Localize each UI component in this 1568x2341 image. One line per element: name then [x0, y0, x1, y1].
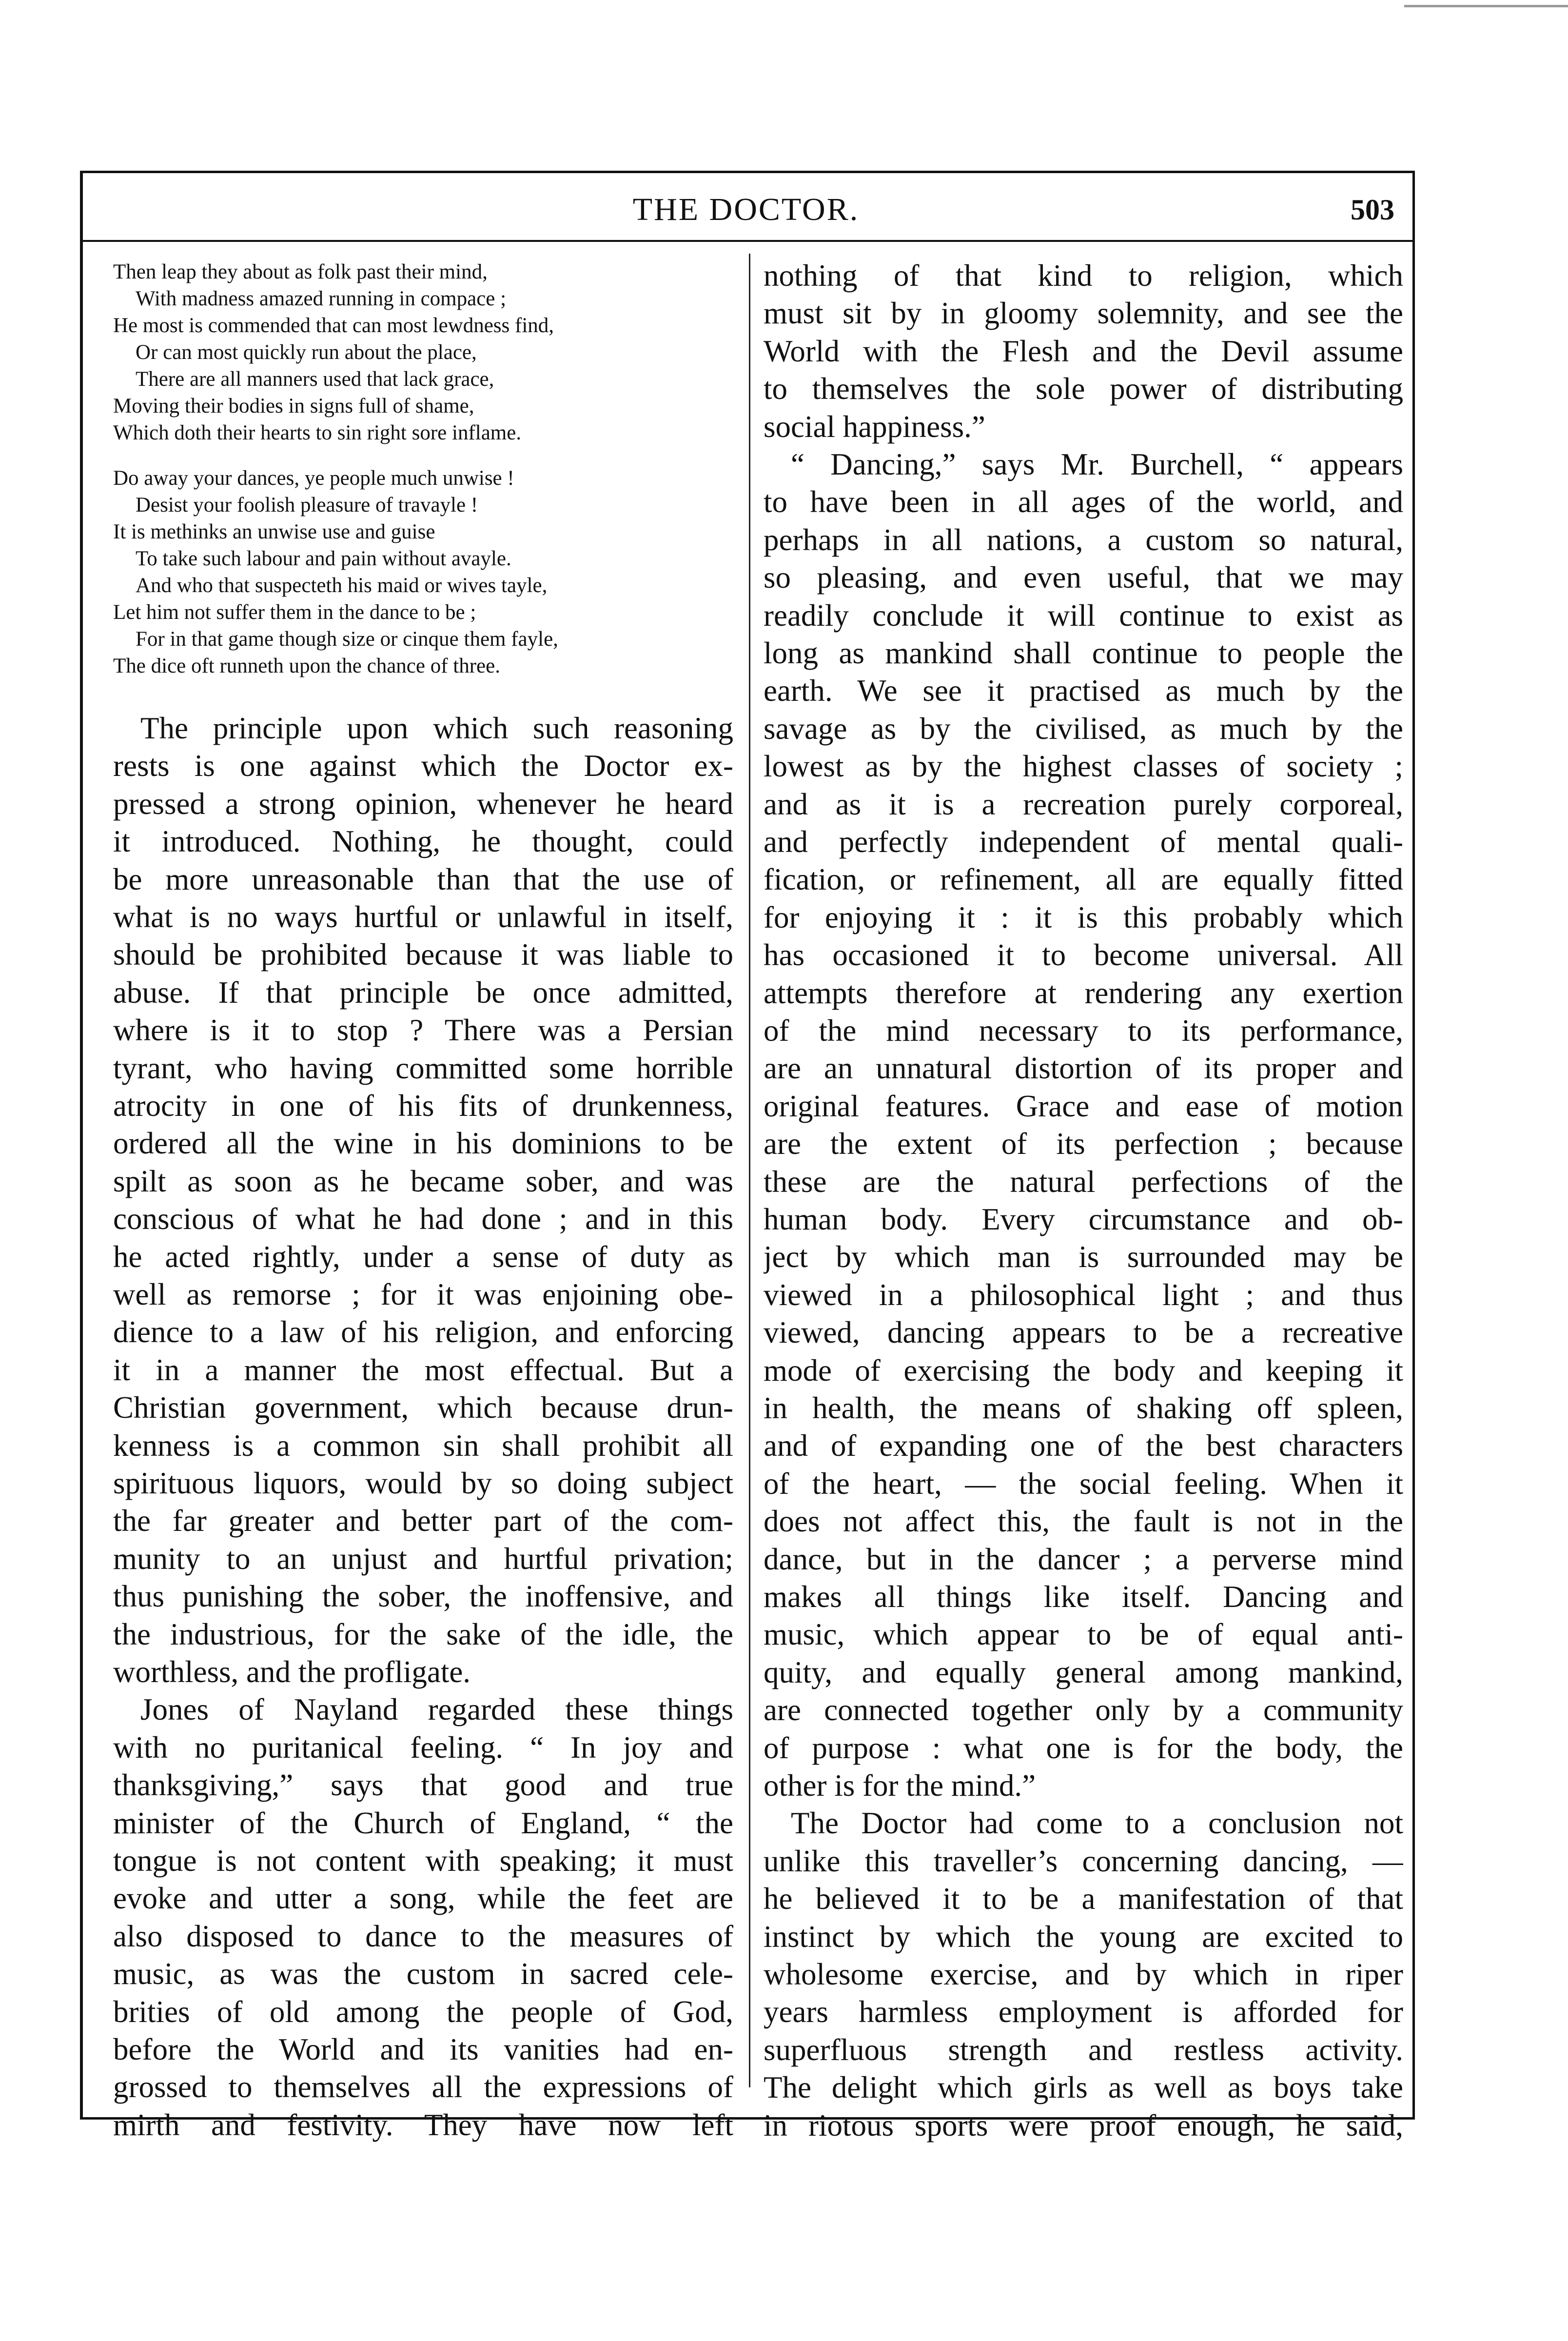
text-line: social happiness.” — [764, 409, 985, 444]
text-line: are the extent of its perfection ; because — [764, 1127, 1403, 1161]
verse-line: With madness amazed running in compace ; — [136, 287, 507, 310]
text-line: quity, and equally general among mankind, — [764, 1655, 1403, 1689]
text-line: viewed in a philosophical light ; and thus — [764, 1277, 1403, 1312]
text-line: does not affect this, the fault is not in the — [764, 1504, 1403, 1539]
text-line: well as remorse ; for it was enjoining obe- — [113, 1277, 733, 1311]
verse-line: The dice oft runneth upon the chance of three. — [113, 655, 500, 677]
text-line: instinct by which the young are excited to — [764, 1919, 1403, 1954]
verse-line: To take such labour and pain without avayle. — [136, 547, 511, 570]
verse-line: Moving their bodies in signs full of shame, — [113, 395, 474, 417]
verse-line: It is methinks an unwise use and guise — [113, 520, 435, 543]
text-line: where is it to stop ? There was a Persian — [113, 1013, 733, 1048]
text-line: other is for the mind.” — [764, 1768, 1036, 1803]
verse-line: Desist your foolish pleasure of travayle ! — [136, 494, 478, 516]
text-line: with no puritanical feeling. “ In joy and — [113, 1730, 733, 1765]
text-line: dance, but in the dancer ; a perverse mind — [764, 1542, 1403, 1576]
text-line: tongue is not content with speaking; it must — [113, 1844, 733, 1878]
text-line: human body. Every circumstance and ob- — [764, 1202, 1403, 1236]
text-line: wholesome exercise, and by which in riper — [764, 1957, 1403, 1991]
text-line: the far greater and better part of the com- — [113, 1504, 733, 1538]
text-line: earth. We see it practised as much by the — [764, 674, 1403, 708]
text-line: and as it is a recreation purely corporeal, — [764, 787, 1403, 821]
verse-line: Or can most quickly run about the place, — [136, 341, 477, 364]
text-line: readily conclude it will continue to exist as — [764, 598, 1403, 633]
text-line: thus punishing the sober, the inoffensive, and — [113, 1579, 733, 1614]
text-line: makes all things like itself. Dancing and — [764, 1580, 1403, 1614]
text-line: Jones of Nayland regarded these things — [140, 1692, 733, 1727]
text-line: The delight which girls as well as boys take — [764, 2070, 1403, 2105]
text-line: The principle upon which such reasoning — [140, 711, 733, 745]
scan-edge-mark — [1404, 5, 1568, 7]
verse-line: He most is commended that can most lewdness find, — [113, 314, 554, 337]
text-line: tyrant, who having committed some horrible — [113, 1051, 733, 1085]
text-line: original features. Grace and ease of motion — [764, 1089, 1403, 1123]
column-divider — [749, 254, 750, 2087]
text-line: worthless, and the profligate. — [113, 1655, 471, 1689]
verse-line: Then leap they about as folk past their mind, — [113, 260, 488, 283]
text-line: are connected together only by a community — [764, 1693, 1403, 1727]
running-title: THE DOCTOR. — [632, 192, 860, 227]
text-line: of the heart, — the social feeling. When it — [764, 1466, 1403, 1501]
text-line: pressed a strong opinion, whenever he heard — [113, 786, 733, 821]
text-line: it in a manner the most effectual. But a — [113, 1352, 733, 1387]
text-line: evoke and utter a song, while the feet are — [113, 1881, 733, 1916]
text-line: “ Dancing,” says Mr. Burchell, “ appears — [791, 447, 1403, 481]
text-line: attempts therefore at rendering any exertion — [764, 975, 1403, 1010]
text-line: before the World and its vanities had en- — [113, 2032, 733, 2066]
text-line: of the mind necessary to its performance, — [764, 1013, 1403, 1048]
text-line: in health, the means of shaking off spleen, — [764, 1391, 1403, 1425]
text-line: nothing of that kind to religion, which — [764, 258, 1403, 293]
text-line: and perfectly independent of mental quali- — [764, 825, 1403, 859]
text-line: unlike this traveller’s concerning dancing, — — [764, 1844, 1403, 1878]
text-line: music, as was the custom in sacred cele- — [113, 1957, 733, 1991]
verse-line: Do away your dances, ye people much unwise ! — [113, 467, 514, 490]
text-line: it introduced. Nothing, he thought, could — [113, 824, 733, 859]
text-line: spirituous liquors, would by so doing subject — [113, 1466, 733, 1500]
text-line: he acted rightly, under a sense of duty as — [113, 1239, 733, 1274]
text-line: to have been in all ages of the world, and — [764, 485, 1403, 519]
text-line: be more unreasonable than that the use of — [113, 862, 733, 896]
text-line: The Doctor had come to a conclusion not — [791, 1806, 1403, 1841]
text-line: the industrious, for the sake of the idle, the — [113, 1617, 733, 1651]
verse-line: And who that suspecteth his maid or wives tayle, — [136, 574, 548, 597]
text-line: fication, or refinement, all are equally fitted — [764, 862, 1403, 897]
text-line: savage as by the civilised, as much by the — [764, 711, 1403, 746]
text-line: munity to an unjust and hurtful privation; — [113, 1541, 733, 1576]
text-line: mode of exercising the body and keeping it — [764, 1353, 1403, 1388]
text-line: conscious of what he had done ; and in this — [113, 1202, 733, 1236]
text-line: lowest as by the highest classes of society ; — [764, 749, 1403, 784]
text-line: should be prohibited because it was liable to — [113, 937, 733, 972]
verse-line: Which doth their hearts to sin right sore inflame. — [113, 421, 522, 444]
text-line: atrocity in one of his fits of drunkenness, — [113, 1089, 733, 1123]
page-header — [93, 180, 1399, 239]
text-line: for enjoying it : it is this probably which — [764, 900, 1403, 934]
text-line: also disposed to dance to the measures of — [113, 1919, 733, 1953]
header-rule — [83, 240, 1414, 242]
text-line: years harmless employment is afforded for — [764, 1995, 1403, 2029]
text-line: ject by which man is surrounded may be — [764, 1240, 1403, 1274]
text-line: ordered all the wine in his dominions to be — [113, 1126, 733, 1161]
text-line: what is no ways hurtful or unlawful in itself, — [113, 900, 733, 934]
text-line: superfluous strength and restless activity. — [764, 2032, 1403, 2067]
text-line: he believed it to be a manifestation of that — [764, 1882, 1403, 1916]
text-line: kenness is a common sin shall prohibit all — [113, 1428, 733, 1463]
text-line: are an unnatural distortion of its proper and — [764, 1051, 1403, 1086]
text-line: thanksgiving,” says that good and true — [113, 1768, 733, 1803]
text-line: long as mankind shall continue to people the — [764, 636, 1403, 670]
text-line: has occasioned it to become universal. All — [764, 938, 1403, 972]
text-line: World with the Flesh and the Devil assume — [764, 334, 1403, 368]
verse-line: For in that game though size or cinque them fayle, — [136, 628, 558, 651]
page-number: 503 — [1351, 194, 1394, 226]
text-line: minister of the Church of England, “ the — [113, 1805, 733, 1840]
text-line: Christian government, which because drun- — [113, 1390, 733, 1425]
text-line: spilt as soon as he became sober, and was — [113, 1164, 733, 1198]
text-line: rests is one against which the Doctor ex- — [113, 749, 733, 783]
text-line: music, which appear to be of equal anti- — [764, 1617, 1403, 1652]
verse-line: Let him not suffer them in the dance to be ; — [113, 601, 476, 624]
text-line: in riotous sports were proof enough, he said, — [764, 2108, 1403, 2143]
text-line: abuse. If that principle be once admitted, — [113, 975, 733, 1010]
verse-line: There are all manners used that lack grace, — [136, 368, 494, 391]
text-line: viewed, dancing appears to be a recreative — [764, 1315, 1403, 1350]
text-line: so pleasing, and even useful, that we may — [764, 560, 1403, 595]
text-line: of purpose : what one is for the body, the — [764, 1730, 1403, 1765]
text-line: brities of old among the people of God, — [113, 1994, 733, 2029]
text-line: these are the natural perfections of the — [764, 1164, 1403, 1199]
text-line: must sit by in gloomy solemnity, and see the — [764, 296, 1403, 331]
text-line: to themselves the sole power of distributing — [764, 372, 1403, 406]
text-line: dience to a law of his religion, and enforcing — [113, 1315, 733, 1349]
text-line: perhaps in all nations, a custom so natural, — [764, 522, 1403, 557]
text-line: mirth and festivity. They have now left — [113, 2107, 733, 2142]
text-line: grossed to themselves all the expressions of — [113, 2070, 733, 2104]
text-line: and of expanding one of the best characters — [764, 1428, 1403, 1463]
